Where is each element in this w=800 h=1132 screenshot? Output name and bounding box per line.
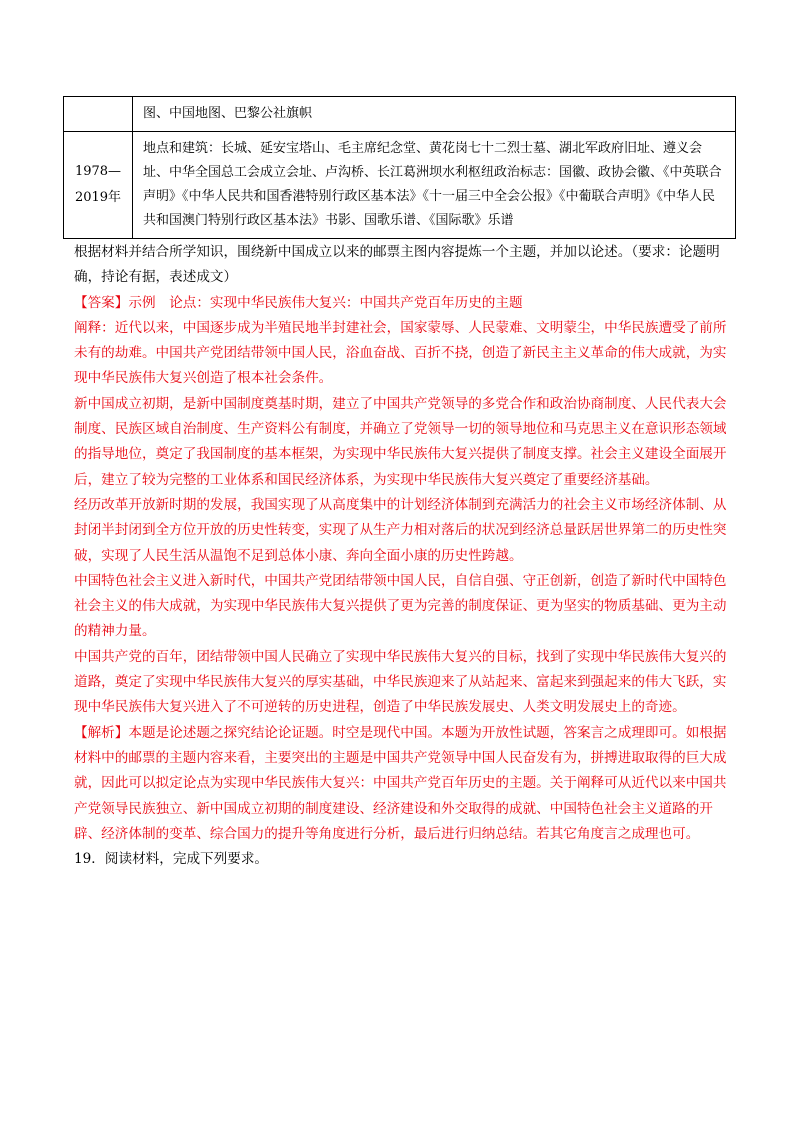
answer-thesis: 示例 论点：实现中华民族伟大复兴：中国共产党百年历史的主题 (128, 294, 523, 311)
text-body (74, 240, 728, 872)
question-text: 根据材料并结合所学知识，围绕新中国成立以来的邮票主图内容提炼一个主题，并加以论述。（要求：论题明确，持论有据，表述成文） (74, 244, 720, 286)
table-cell-content: 地点和建筑：长城、延安宝塔山、毛主席纪念堂、黄花岗七十二烈士墓、湖北军政府旧址、遵义会址、中华全国总工会成立会址、卢沟桥、长江葛洲坝水利枢纽政治标志：国徽、政协会徽、《中英联合声明》《中华人民共和国香港特别行政区基本法》《十一届三中全会公报》《中葡联合声明》《中华人民共和国澳门特别行政区基本法》书影、国歌乐谱、《国际歌》乐谱 (133, 132, 736, 239)
table-row (64, 97, 736, 132)
answer-paragraph: 中国共产党的百年，团结带领中国人民确立了实现中华民族伟大复兴的目标，找到了实现中华民族伟大复兴的道路，奠定了实现中华民族伟大复兴的厚实基础，中华民族迎来了从站起来、富起来到强起来的伟大飞跃，实现中华民族伟大复兴进入了不可逆转的历史进程，创造了中华民族发展史、人类文明发展史上的奇迹。 (74, 648, 727, 716)
answer-heading (74, 291, 728, 316)
answer-tag: 【答案】 (74, 294, 129, 311)
material-table (63, 96, 736, 239)
analysis-text: 本题是论述题之探究结论论证题。时空是现代中国。本题为开放性试题，答案言之成理即可。如根据材料中的邮票的主题内容来看，主要突出的主题是中国共产党领导中国人民奋发有为，拼搏进取取得的巨大成就，因此可以拟定论点为实现中华民族伟大复兴：中国共产党百年历史的主题。关于阐释可从近代以来中国共产党领导民族独立、新中国成立初期的制度建设、经济建设和外交取得的成就、中国特色社会主义道路的开辟、经济体制的变革、综合国力的提升等角度进行分析，最后进行归纳总结。若其它角度言之成理也可。 (74, 724, 727, 842)
table-cell-content: 图、中国地图、巴黎公社旗帜 (133, 97, 736, 132)
answer-paragraph: 新中国成立初期，是新中国制度奠基时期，建立了中国共产党领导的多党合作和政治协商制度、人民代表大会制度、民族区域自治制度、生产资料公有制度，并确立了党领导一切的领导地位和马克思主义在意识形态领域的指导地位，奠定了我国制度的基本框架，为实现中华民族伟大复兴提供了制度支撑。社会主义建设全面展开后，建立了较为完整的工业体系和国民经济体系，为实现中华民族伟大复兴奠定了重要经济基础。 (74, 395, 727, 488)
analysis-tag: 【解析】 (74, 724, 129, 741)
analysis-paragraph (74, 721, 728, 847)
answer-paragraph: 中国特色社会主义进入新时代，中国共产党团结带领中国人民，自信自强、守正创新，创造了新时代中国特色社会主义的伟大成就，为实现中华民族伟大复兴提供了更为完善的制度保证、更为坚实的物质基础、更为主动的精神力量。 (74, 572, 727, 640)
answer-paragraph: 经历改革开放新时期的发展，我国实现了从高度集中的计划经济体制到充满活力的社会主义市场经济体制、从封闭半封闭到全方位开放的历史性转变，实现了从生产力相对落后的状况到经济总量跃居世界第二的历史性突破，实现了人民生活从温饱不足到总体小康、奔向全面小康的历史性跨越。 (74, 496, 727, 564)
table-row (64, 132, 736, 239)
next-question: 19．阅读材料，完成下列要求。 (74, 851, 269, 868)
answer-paragraph: 阐释：近代以来，中国逐步成为半殖民地半封建社会，国家蒙辱、人民蒙难、文明蒙尘，中华民族遭受了前所未有的劫难。中国共产党团结带领中国人民，浴血奋战、百折不挠，创造了新民主主义革命的伟大成就，为实现中华民族伟大复兴创造了根本社会条件。 (74, 319, 727, 387)
table-cell-period: 1978—2019年 (64, 132, 133, 239)
table-cell-period (64, 97, 133, 132)
